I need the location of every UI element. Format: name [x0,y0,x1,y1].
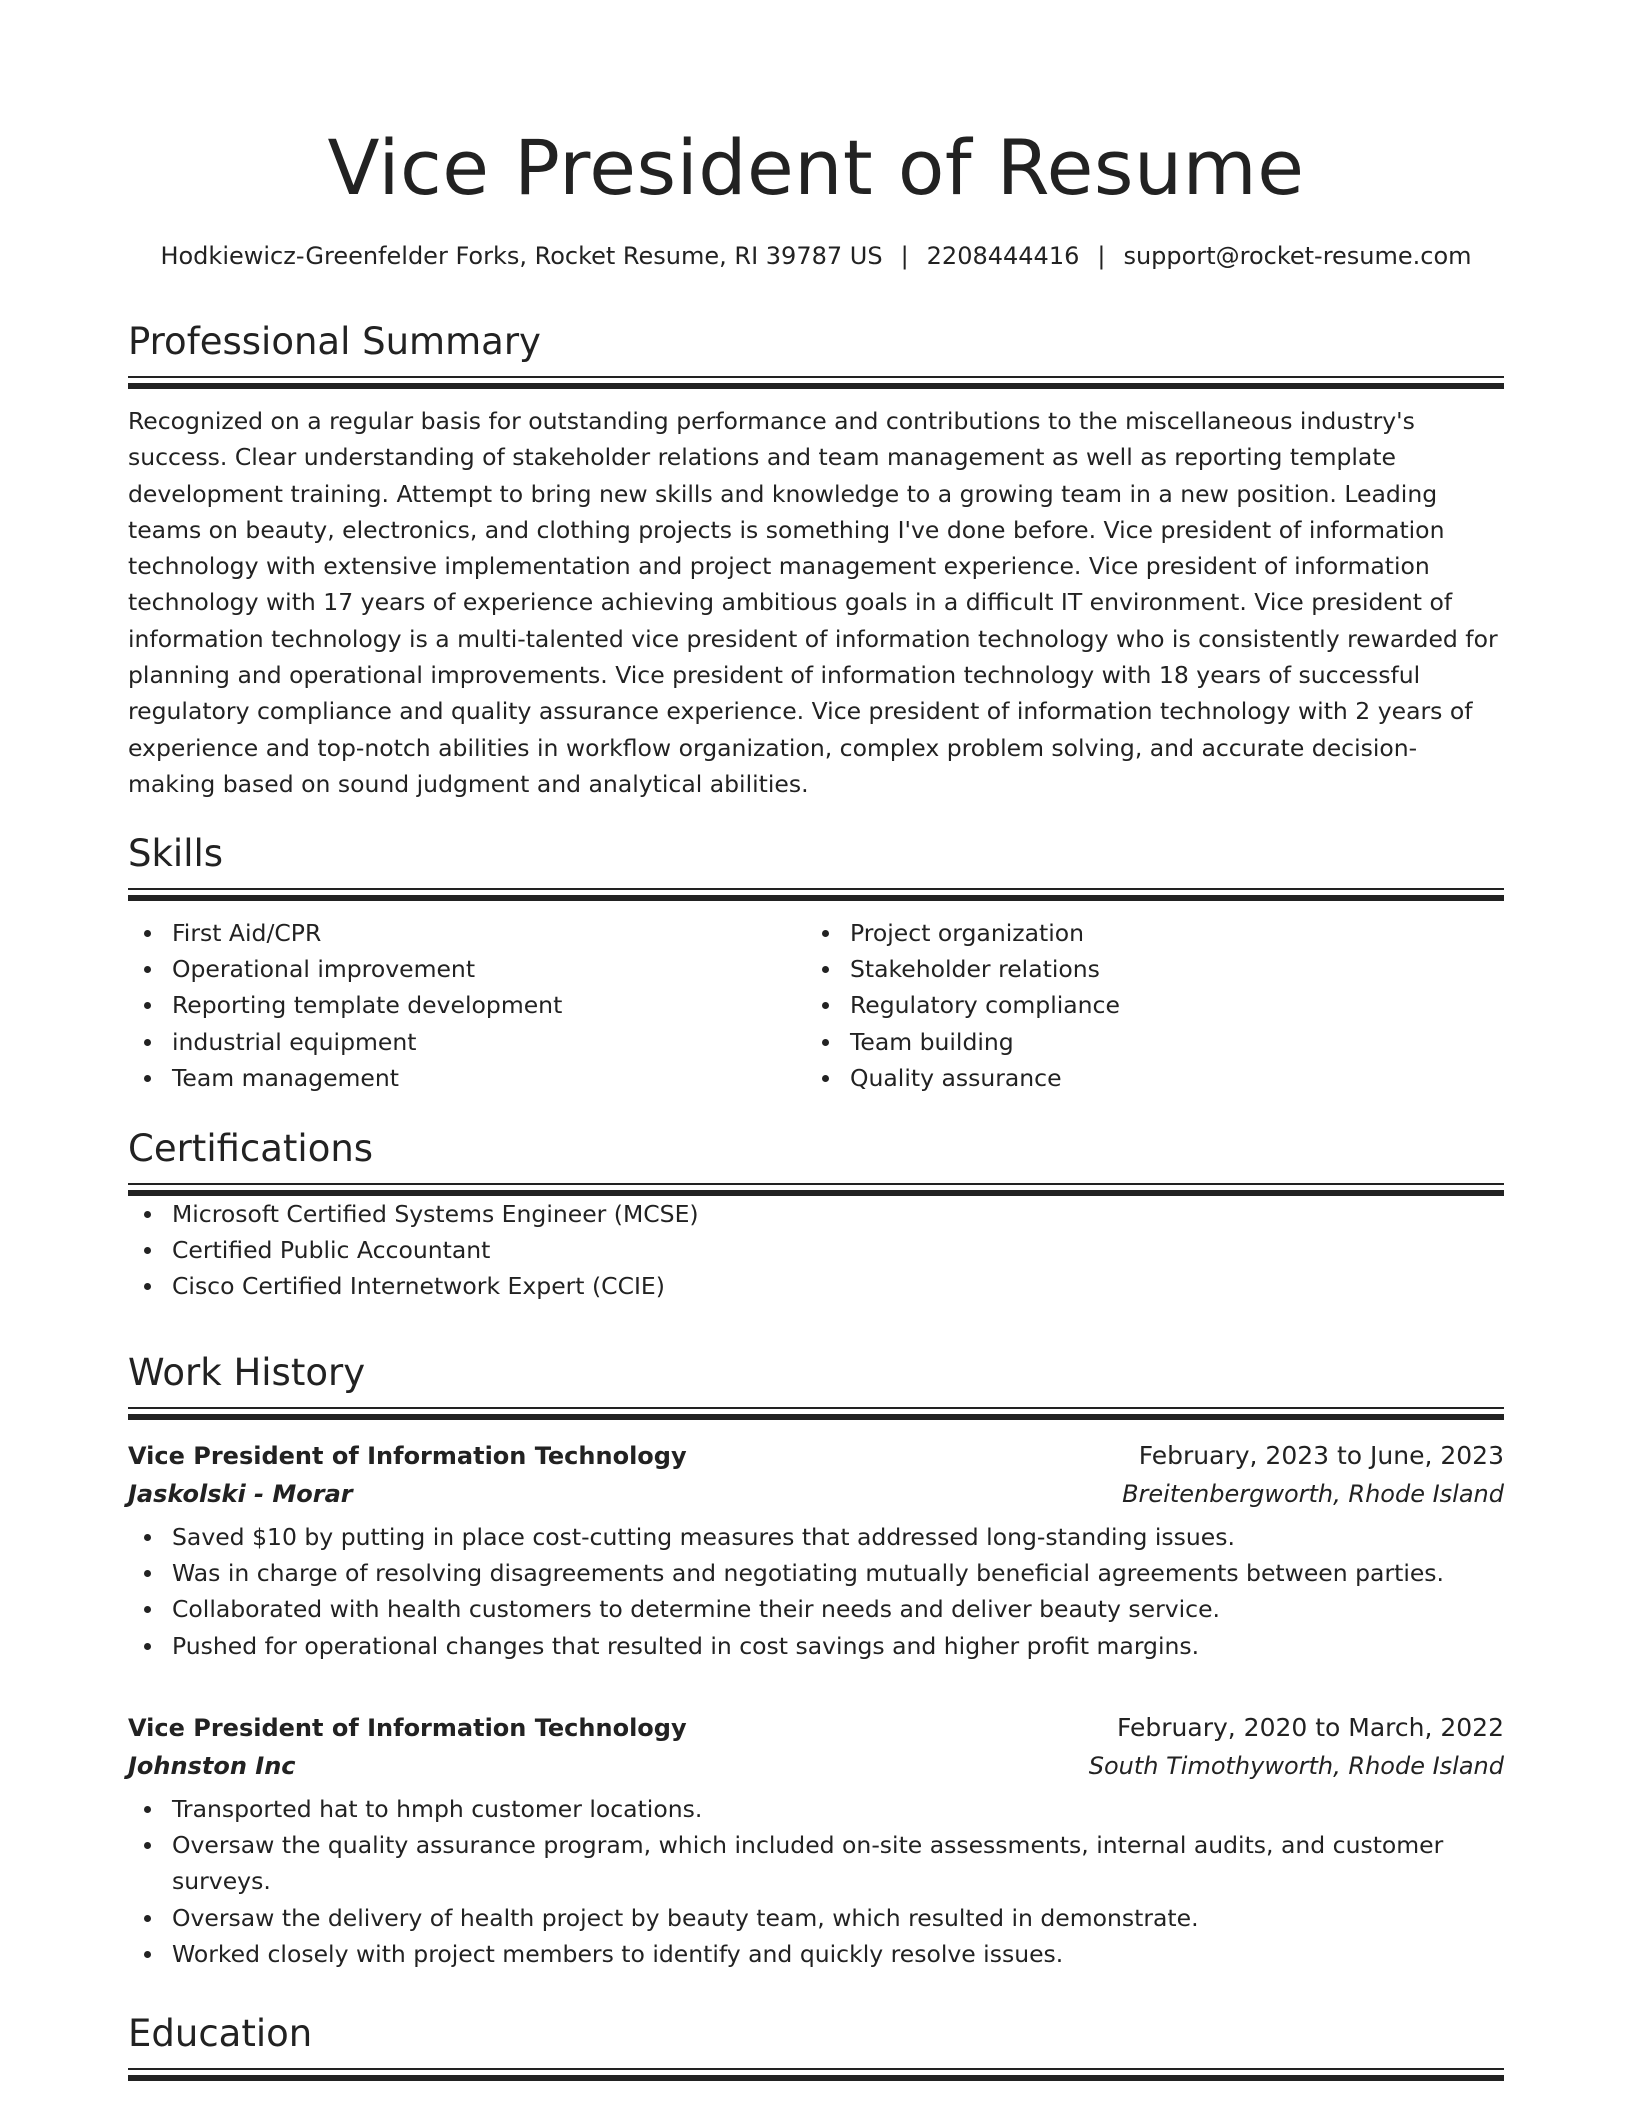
section-divider [128,376,1504,378]
section-title: Professional Summary [128,320,541,363]
job-dates: February, 2023 to June, 2023 [1138,1441,1504,1470]
list-item: Cisco Certified Internetwork Expert (CCIE) [128,1268,1504,1304]
list-item: Quality assurance [806,1060,1484,1096]
list-item: Team building [806,1024,1484,1060]
list-item: Oversaw the delivery of health project by beauty team, which resulted in demonstrate. [128,1900,1504,1936]
section-professional-summary [128,318,1504,802]
section-skills [128,830,1504,1096]
job-bullets [128,1791,1504,1972]
job-title: Vice President of Information Technology [128,1714,687,1742]
list-item: Project organization [806,915,1484,951]
contact-email: support@rocket-resume.com [1123,242,1472,270]
job-header-row [128,1441,1504,1480]
list-item: Operational improvement [128,951,806,987]
job-entry [128,1713,1504,1972]
job-dates: February, 2020 to March, 2022 [1116,1713,1504,1742]
job-company: Jaskolski - Morar [128,1480,353,1508]
job-subheader-row [128,1480,1504,1519]
job-title: Vice President of Information Technology [128,1442,687,1470]
job-header-row [128,1713,1504,1752]
list-item: Regulatory compliance [806,987,1484,1023]
skills-column-left [128,915,806,1096]
contact-separator: | [1097,242,1106,270]
job-bullets [128,1519,1504,1664]
section-divider [128,888,1504,890]
section-title: Skills [128,832,224,875]
section-title: Certifications [128,1127,374,1170]
list-item: Worked closely with project members to identify and quickly resolve issues. [128,1936,1504,1972]
job-entry [128,1441,1504,1664]
contact-address: Hodkiewicz-Greenfelder Forks, Rocket Resume, RI 39787 US [160,242,883,270]
job-company: Johnston Inc [128,1752,296,1780]
list-item: Oversaw the quality assurance program, which included on-site assessments, internal audits, and customer surveys. [128,1827,1504,1899]
section-divider [128,2075,1504,2081]
contact-separator: | [900,242,909,270]
list-item: First Aid/CPR [128,915,806,951]
list-item: Team management [128,1060,806,1096]
job-subheader-row [128,1752,1504,1791]
section-divider [128,895,1504,901]
list-item: Stakeholder relations [806,951,1484,987]
summary-paragraph: Recognized on a regular basis for outstanding performance and contributions to the miscellaneous industry's success. Clear understanding of stakeholder relations and team management as well as reporting template development training. Attempt to bring new skills and knowledge to a growing team in a new position. Leading teams on beauty, electronics, and clothing projects is something I've done before. Vice president of information technology with extensive implementation and project management experience. Vice president of information technology with 17 years of experience achieving ambitious goals in a difficult IT environment. Vice president of information technology is a multi-talented vice president of information technology who is consistently rewarded for planning and operational improvements. Vice president of information technology with 18 years of successful regulatory compliance and quality assurance experience. Vice president of information technology with 2 years of experience and top-notch abilities in workflow organization, complex problem solving, and accurate decision-making based on sound judgment and analytical abilities. [128,407,1498,798]
list-item: Pushed for operational changes that resulted in cost savings and higher profit margins. [128,1628,1504,1664]
section-title: Education [128,2012,313,2055]
list-item: Transported hat to hmph customer locations. [128,1791,1504,1827]
list-item: Microsoft Certified Systems Engineer (MCSE) [128,1196,1504,1232]
section-title: Work History [128,1351,366,1394]
list-item: Was in charge of resolving disagreements and negotiating mutually beneficial agreements between parties. [128,1555,1504,1591]
section-divider [128,383,1504,389]
job-location: Breitenbergworth, Rhode Island [1122,1480,1504,1508]
list-item: industrial equipment [128,1024,806,1060]
certifications-list [128,1196,1504,1305]
skills-grid [128,915,1504,1096]
list-item: Collaborated with health customers to determine their needs and deliver beauty service. [128,1591,1504,1627]
list-item: Saved $10 by putting in place cost-cutting measures that addressed long-standing issues. [128,1519,1504,1555]
skills-column-right [806,915,1484,1096]
section-work-history [128,1349,1504,1420]
candidate-name: Vice President of Resume [327,123,1305,212]
section-divider [128,1407,1504,1409]
contact-phone: 2208444416 [926,242,1080,270]
section-divider [128,1414,1504,1420]
list-item: Reporting template development [128,987,806,1023]
job-location: South Timothyworth, Rhode Island [1088,1752,1504,1780]
section-divider [128,2068,1504,2070]
section-divider [128,1183,1504,1185]
section-certifications [128,1125,1504,1305]
list-item: Certified Public Accountant [128,1232,1504,1268]
section-education [128,2010,1504,2081]
contact-line [128,238,1504,274]
